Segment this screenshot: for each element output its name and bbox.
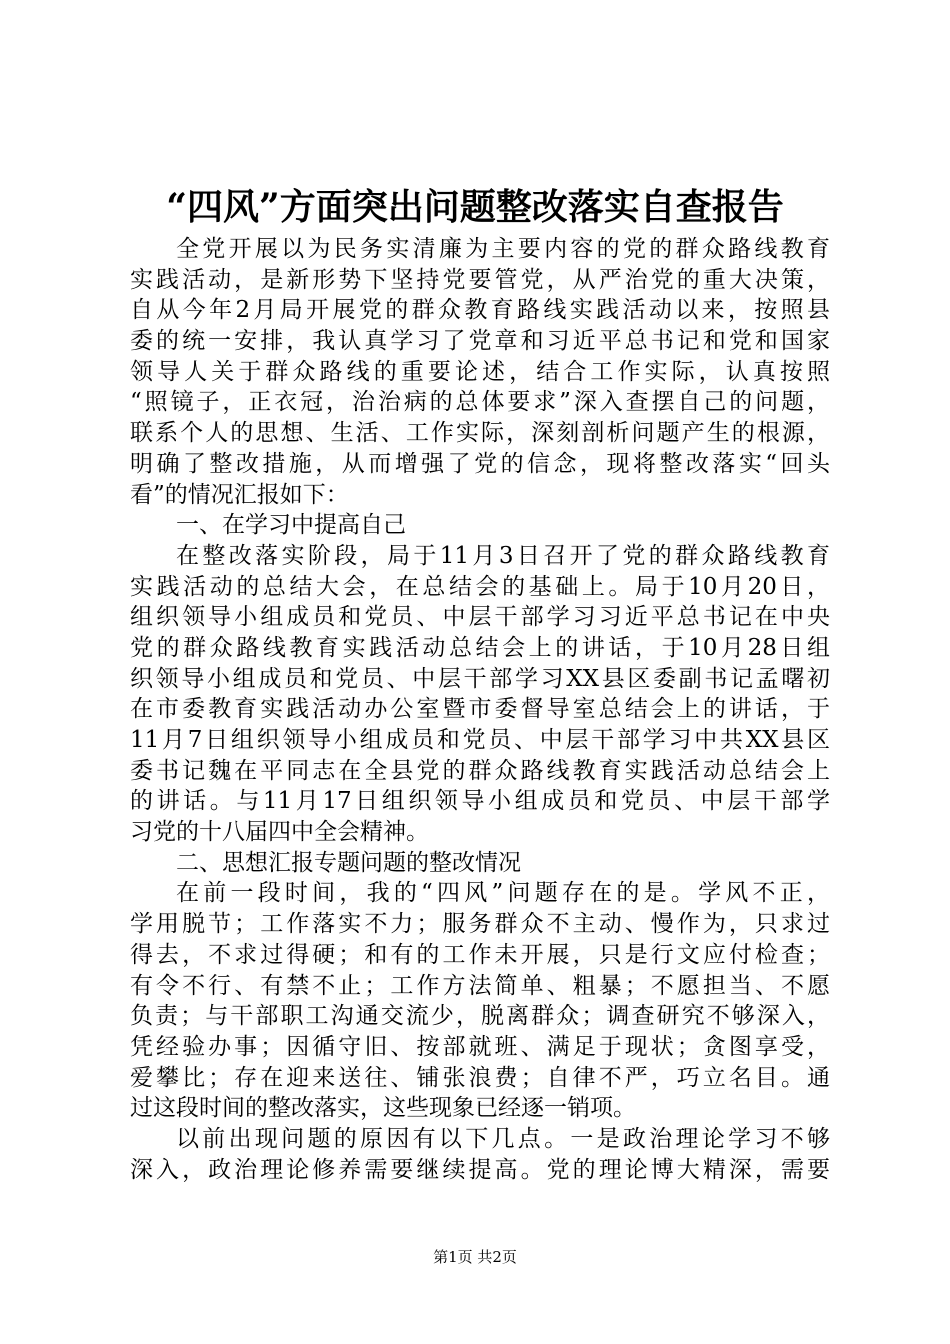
- body-line: 在前一段时间，我的“四风”问题存在的是。学风不正，: [176, 880, 830, 907]
- body-line: 爱攀比；存在迎来送往、铺张浪费；自律不严，巧立名目。通: [130, 1064, 830, 1091]
- body-line: “照镜子，正衣冠，治治病的总体要求”深入查摆自己的问题，: [130, 389, 830, 416]
- body-line: 的讲话。与11月17日组织领导小组成员和党员、中层干部学: [130, 788, 830, 815]
- body-line: 看”的情况汇报如下：: [130, 481, 349, 508]
- body-line: 在整改落实阶段，局于11月3日召开了党的群众路线教育: [176, 542, 830, 569]
- body-line: 在市委教育实践活动办公室暨市委督导室总结会上的讲话，于: [130, 696, 830, 723]
- body-line: 二、思想汇报专题问题的整改情况: [176, 849, 521, 876]
- body-line: 过这段时间的整改落实，这些现象已经逐一销项。: [130, 1095, 636, 1122]
- body-line: 领导人关于群众路线的重要论述，结合工作实际，认真按照: [130, 358, 830, 385]
- body-line: 实践活动的总结大会，在总结会的基础上。局于10月20日，: [130, 573, 830, 600]
- body-line: 负责；与干部职工沟通交流少，脱离群众；调查研究不够深入，: [130, 1003, 830, 1030]
- body-line: 习党的十八届四中全会精神。: [130, 819, 429, 846]
- body-line: 凭经验办事；因循守旧、按部就班、满足于现状；贪图享受，: [130, 1033, 830, 1060]
- body-line: 委的统一安排，我认真学习了党章和习近平总书记和党和国家: [130, 328, 830, 355]
- body-line: 织领导小组成员和党员、中层干部学习XX县区委副书记孟曙初: [130, 665, 830, 692]
- body-line: 学用脱节；工作落实不力；服务群众不主动、慢作为，只求过: [130, 911, 830, 938]
- document-title: “四风”方面突出问题整改落实自查报告: [166, 186, 784, 228]
- page-footer: 第1页 共2页: [433, 1248, 517, 1266]
- body-line: 得去，不求过得硬；和有的工作未开展，只是行文应付检查；: [130, 941, 830, 968]
- body-line: 深入，政治理论修养需要继续提高。党的理论博大精深，需要: [130, 1156, 830, 1183]
- body-line: 组织领导小组成员和党员、中层干部学习习近平总书记在中央: [130, 604, 830, 631]
- body-line: 自从今年2月局开展党的群众教育路线实践活动以来，按照县: [130, 297, 830, 324]
- body-line: 联系个人的思想、生活、工作实际，深刻剖析问题产生的根源，: [130, 420, 830, 447]
- body-line: 委书记魏在平同志在全县党的群众路线教育实践活动总结会上: [130, 757, 830, 784]
- body-line: 实践活动，是新形势下坚持党要管党，从严治党的重大决策，: [130, 266, 830, 293]
- body-line: 党的群众路线教育实践活动总结会上的讲话，于10月28日组: [130, 634, 830, 661]
- body-line: 有令不行、有禁不止；工作方法简单、粗暴；不愿担当、不愿: [130, 972, 830, 999]
- body-line: 全党开展以为民务实清廉为主要内容的党的群众路线教育: [176, 236, 830, 262]
- body-line: 明确了整改措施，从而增强了党的信念，现将整改落实“回头: [130, 450, 830, 477]
- body-line: 以前出现问题的原因有以下几点。一是政治理论学习不够: [176, 1125, 830, 1152]
- document-body: [130, 234, 830, 1185]
- body-line: 一、在学习中提高自己: [176, 512, 406, 539]
- body-line: 11月7日组织领导小组成员和党员、中层干部学习中共XX县区: [130, 727, 830, 753]
